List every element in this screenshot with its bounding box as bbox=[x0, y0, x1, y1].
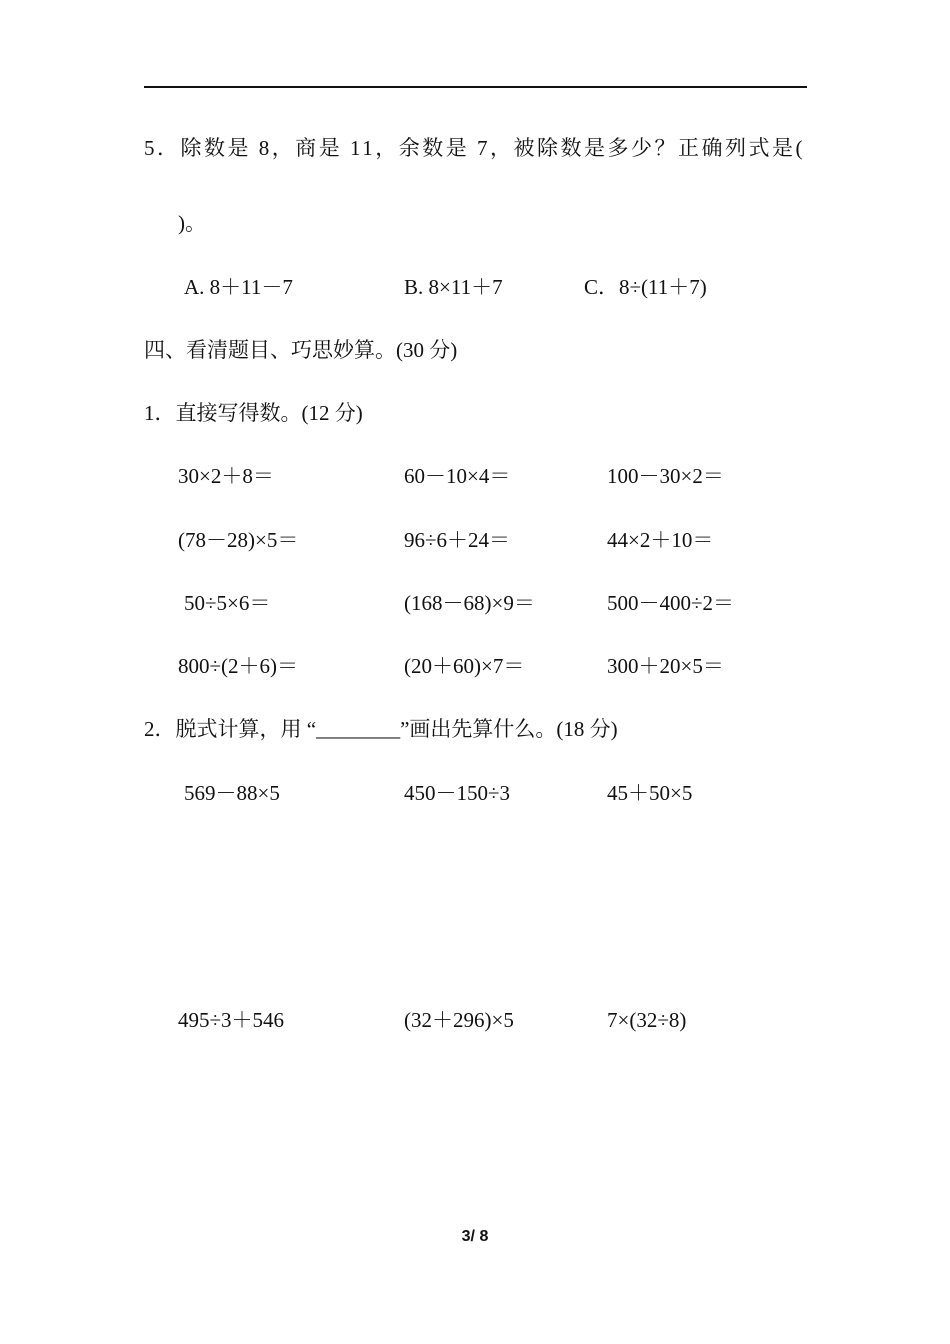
header-rule bbox=[144, 86, 807, 88]
oral-calc-item: 30×2＋8＝ bbox=[178, 464, 274, 488]
oral-calc-item: 300＋20×5＝ bbox=[607, 654, 724, 678]
step-calc-item: 7×(32÷8) bbox=[607, 1008, 687, 1032]
question-5-text-continued: )。 bbox=[178, 211, 206, 235]
option-c: C．8÷(11＋7) bbox=[584, 275, 707, 299]
oral-calc-item: 50÷5×6＝ bbox=[184, 591, 271, 615]
oral-calc-item: (78－28)×5＝ bbox=[178, 528, 299, 552]
oral-calc-item: 800÷(2＋6)＝ bbox=[178, 654, 299, 678]
step-calc-item: 569－88×5 bbox=[184, 781, 280, 805]
oral-calc-item: 60－10×4＝ bbox=[404, 464, 511, 488]
step-calc-item: 495÷3＋546 bbox=[178, 1008, 285, 1032]
subquestion-2-title: 2．脱式计算，用 “________”画出先算什么。(18 分) bbox=[144, 717, 618, 741]
oral-calc-item: 96÷6＋24＝ bbox=[404, 528, 511, 552]
page-number: 3/ 8 bbox=[461, 1228, 489, 1245]
option-b: B. 8×11＋7 bbox=[404, 275, 503, 299]
oral-calc-item: (20＋60)×7＝ bbox=[404, 654, 525, 678]
section-4-heading: 四、看清题目、巧思妙算。(30 分) bbox=[144, 338, 458, 362]
oral-calc-item: 44×2＋10＝ bbox=[607, 528, 714, 552]
step-calc-item: (32＋296)×5 bbox=[404, 1008, 514, 1032]
option-a: A. 8＋11－7 bbox=[184, 275, 293, 299]
question-5-text: 5．除数是 8，商是 11，余数是 7，被除数是多少？正确列式是( bbox=[144, 136, 805, 160]
subquestion-1-title: 1．直接写得数。(12 分) bbox=[144, 401, 363, 425]
step-calc-item: 450－150÷3 bbox=[404, 781, 511, 805]
oral-calc-item: 500－400÷2＝ bbox=[607, 591, 735, 615]
oral-calc-item: (168－68)×9＝ bbox=[404, 591, 535, 615]
oral-calc-item: 100－30×2＝ bbox=[607, 464, 724, 488]
step-calc-item: 45＋50×5 bbox=[607, 781, 693, 805]
